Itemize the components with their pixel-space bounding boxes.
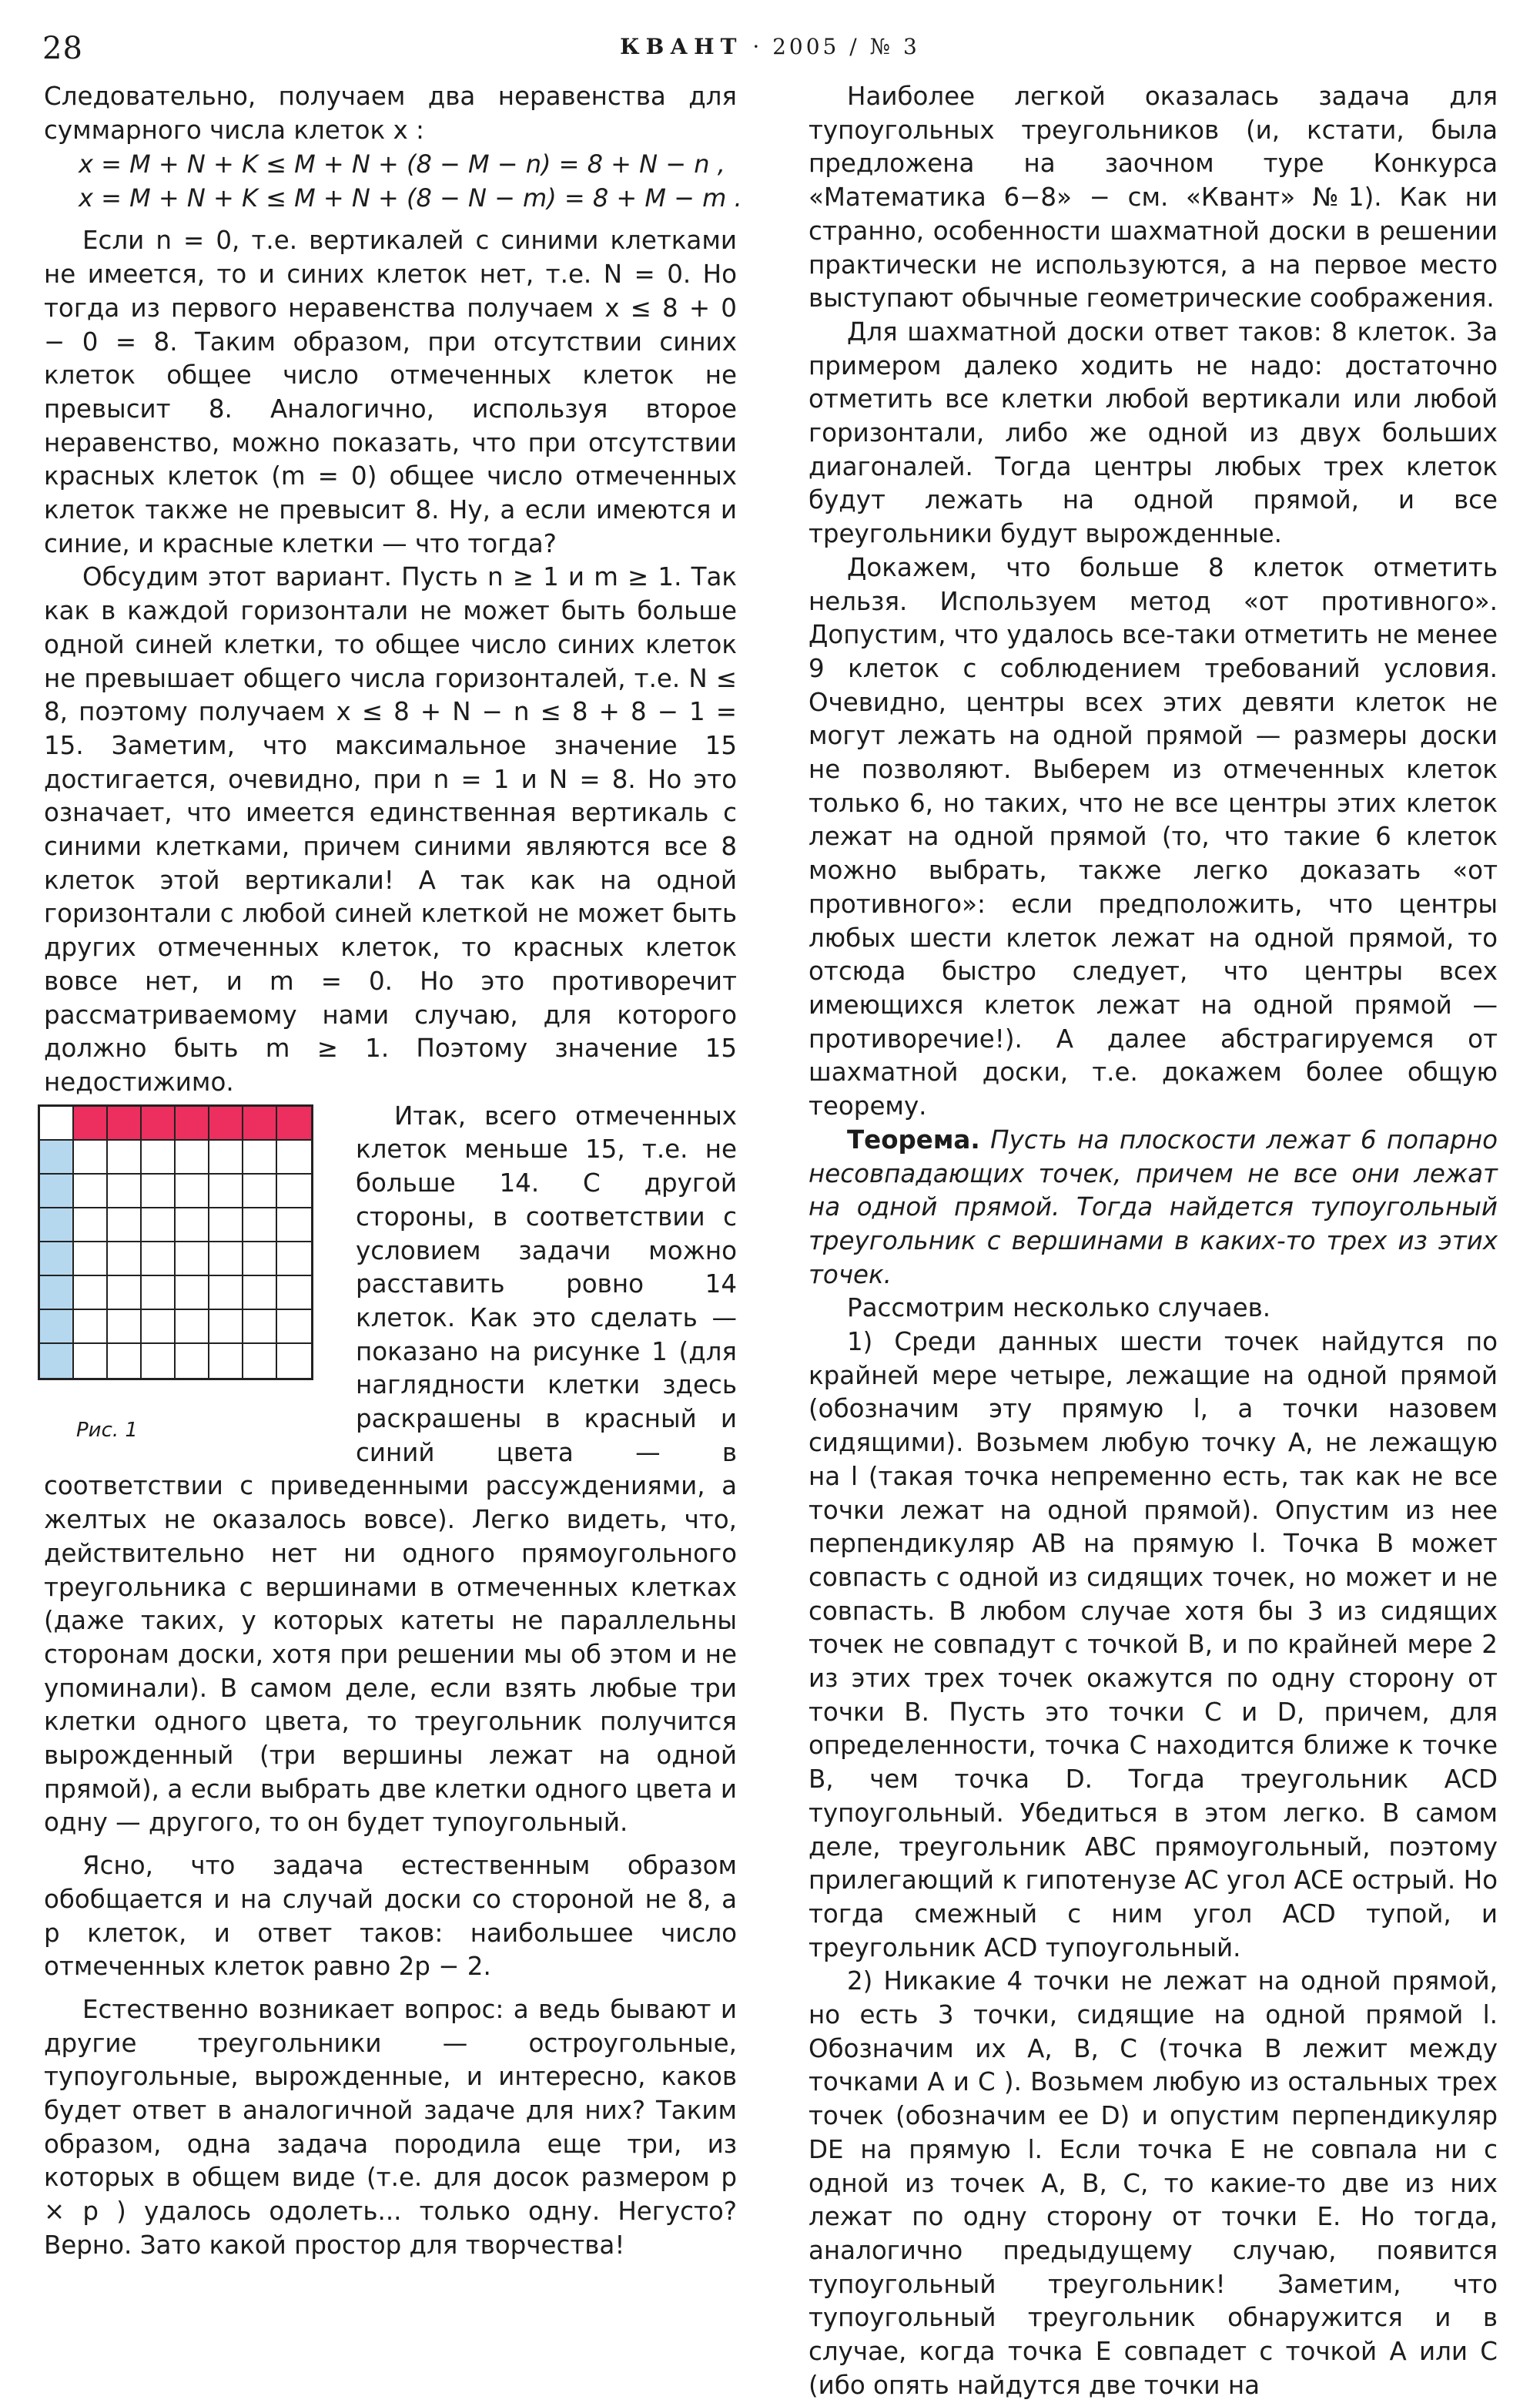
board-cell [176, 1242, 209, 1276]
board-cell [176, 1310, 209, 1344]
paragraph-text: Итак, всего отмеченных клеток меньше 15, т.е. не больше 14. С другой стороны, в соответствии с условием задачи можно расставить ровно 14 клеток. Как это сделать — показано на рисунке 1 (для наглядности клетки здесь раскрашены в красный и синий цвета — в соответствии с приведенными рассуждениями, а желтых не оказалось вовсе). Легко видеть, что, действительно нет ни одного прямоугольного треугольника с вершинами в отмеченных клетках (даже таких, у которых катеты не параллельны сторонам доски, хотя при решении мы об этом и не упоминали). В самом деле, если взять любые три клетки одного цвета, то треугольник получится вырожденный (три вершины лежат на одной прямой), а если выбрать две клетки одного цвета и одну — другого, то он будет тупоугольный. [44, 1101, 737, 1838]
board-cell [108, 1310, 142, 1344]
board-cell [209, 1344, 243, 1378]
board-cell [209, 1141, 243, 1175]
paragraph: Докажем, что больше 8 клеток отметить нельзя. Используем метод «от противного». Допустим, что удалось все-таки отметить не менее 9 клеток с соблюдением требований условия. Очевидно, центры всех этих девяти клеток не могут лежать на одной прямой — размеры доски не позволяют. Выберем из отмеченных клеток только 6, но таких, что не все центры этих клеток лежат на одной прямой (то, что такие 6 клеток можно выбрать, также легко доказать «от противного»: если предположить, что центры любых шести клеток лежат на одной прямой, то отсюда быстро следует, что центры всех имеющихся клеток лежат на одной прямой — противоречие!). А далее абстрагируемся от шахматной доски, т.е. докажем более общую теорему. [808, 552, 1498, 1121]
board-cell [74, 1310, 108, 1344]
board-cell [74, 1175, 108, 1208]
board-cell [277, 1208, 311, 1242]
board-cell-blue [40, 1175, 74, 1208]
board-cell-blue [40, 1208, 74, 1242]
board-cell [209, 1242, 243, 1276]
board-cell [277, 1344, 311, 1378]
paragraph: Обсудим этот вариант. Пусть n ≥ 1 и m ≥ 1. Так как в каждой горизонтали не может быть больше одной синей клетки, то общее число синих клеток не превышает общего числа горизонталей, т.е. N ≤ 8, поэтому получаем x ≤ 8 + N − n ≤ 8 + 8 − 1 = 15. Заметим, что максимальное значение 15 достигается, очевидно, при n = 1 и N = 8. Но это означает, что имеется единственная вертикаль с синими клетками, причем синими являются все 8 клеток этой вертикали! А так как на одной горизонтали с любой синей клеткой не может быть других отмеченных клеток, то красных клеток вовсе нет, и m = 0. Но это противоречит рассматриваемому нами случаю, для которого должно быть m ≥ 1. Поэтому значение 15 недостижимо. [44, 562, 738, 1097]
board-cell [176, 1175, 209, 1208]
board-cell [277, 1310, 311, 1344]
figure-1 [38, 1104, 342, 1455]
board-cell [277, 1175, 311, 1208]
left-column [44, 80, 742, 2263]
board-cell [40, 1107, 74, 1141]
board-cell [142, 1310, 176, 1344]
board-cell [74, 1208, 108, 1242]
board-cell [108, 1141, 142, 1175]
board-cell [209, 1208, 243, 1242]
board-cell [176, 1208, 209, 1242]
board-cell-red [209, 1107, 243, 1141]
board-cell-red [277, 1107, 311, 1141]
chessboard-diagram [38, 1104, 313, 1380]
board-cell [243, 1242, 277, 1276]
theorem-statement: Пусть на плоскости лежат 6 попарно несовпадающих точек, причем не все они лежат на одной прямой. Тогда найдется тупоугольный треугольник с вершинами в каких-то трех из этих точек. [808, 1124, 1498, 1289]
formula-2: x = M + N + K ≤ M + N + (8 − N − m) = 8 + M − m . [79, 183, 742, 213]
paragraph: 1) Среди данных шести точек найдутся по крайней мере четыре, лежащие на одной прямой (обозначим эту прямую l, а точки назовем сидящими). Возьмем любую точку A, не лежащую на l (такая точка непременно есть, так как не все точки лежат на одной прямой). Опустим из нее перпендикуляр AB на прямую l. Точка B может совпасть с одной из сидящих точек, но может и не совпасть. В любом случае хотя бы 3 из сидящих точек не совпадут с точкой B, и по крайней мере 2 из этих трех точек окажутся по одну сторону от точки B. Пусть это точки C и D, причем, для определенности, точка C находится ближе к точке B, чем точка D. Тогда треугольник ACD тупоугольный. Убедиться в этом легко. В самом деле, треугольник ABC прямоугольный, поэтому прилегающий к гипотенузе AC угол ACE острый. Но тогда смежный с ним угол ACD тупой, и треугольник ACD тупоугольный. [808, 1327, 1498, 1962]
board-cell [243, 1344, 277, 1378]
paragraph: Если n = 0, т.е. вертикалей с синими клетками не имеется, то и синих клеток нет, т.е. N = 0. Но тогда из первого неравенства получаем x ≤ 8 + 0 − 0 = 8. Таким образом, при отсутствии синих клеток общее число отмеченных клеток не превысит 8. Аналогично, используя второе неравенство, можно показать, что при отсутствии красных клеток (m = 0) общее число отмеченных клеток также не превысит 8. Ну, а если имеются и синие, и красные клетки — что тогда? [44, 226, 737, 558]
board-cell [243, 1208, 277, 1242]
board-cell-red [176, 1107, 209, 1141]
paragraph: Ясно, что задача естественным образом обобщается и на случай доски со стороной не 8, а p клеток, и ответ таков: наибольшее число отмеченных клеток равно 2p − 2. [44, 1851, 737, 1982]
running-head [0, 34, 1540, 59]
board-cell-blue [40, 1344, 74, 1378]
paragraph: 2) Никакие 4 точки не лежат на одной прямой, но есть 3 точки, сидящие на одной прямой l. Обозначим их A, B, C (точка B лежит между точками A и C ). Возьмем любую из остальных трех точек (обозначим ее D) и опустим перпендикуляр DE на прямую l. Если точка E не совпала ни с одной из точек A, B, C, то какие-то две из них лежат по одну сторону от точки E. Но тогда, аналогично предыдущему случаю, появится тупоугольный треугольник! Заметим, что тупоугольный треугольник обнаружится и в случае, когда точка E совпадет с точкой A или C (ибо опять найдутся две точки на [808, 1966, 1498, 2400]
board-cell-red [142, 1107, 176, 1141]
board-cell [277, 1276, 311, 1310]
board-cell [209, 1276, 243, 1310]
board-cell [108, 1344, 142, 1378]
board-cell [277, 1141, 311, 1175]
board-cell-blue [40, 1242, 74, 1276]
board-cell [243, 1141, 277, 1175]
board-cell [74, 1242, 108, 1276]
issue-number: · 2005 / № 3 [752, 34, 920, 59]
board-cell [277, 1242, 311, 1276]
paragraph: Для шахматной доски ответ таков: 8 клеток. За примером далеко ходить не надо: достаточно отметить все клетки любой вертикали или любой горизонтали, либо же одной из двух больших диагоналей. Тогда центры любых трех клеток будут лежать на одной прямой, и все треугольники будут вырожденные. [808, 317, 1498, 549]
board-cell [243, 1310, 277, 1344]
page-number: 28 [42, 31, 83, 66]
board-cell [176, 1344, 209, 1378]
board-cell [108, 1242, 142, 1276]
board-cell [108, 1208, 142, 1242]
board-cell-blue [40, 1141, 74, 1175]
paragraph: Рассмотрим несколько случаев. [847, 1293, 1271, 1323]
paragraph: Наиболее легкой оказалась задача для тупоугольных треугольников (и, кстати, была предложена на заочном туре Конкурса «Математика 6−8» − см. «Квант» №1). Как ни странно, особенности шахматной доски в решении практически не используются, а на первое место выступают обычные геометрические соображения. [808, 82, 1498, 313]
board-cell-blue [40, 1310, 74, 1344]
board-cell [74, 1141, 108, 1175]
board-cell-red [74, 1107, 108, 1141]
board-cell [209, 1310, 243, 1344]
board-cell [142, 1208, 176, 1242]
board-cell [142, 1242, 176, 1276]
board-cell [108, 1175, 142, 1208]
board-cell [142, 1344, 176, 1378]
board-cell [142, 1175, 176, 1208]
board-cell [176, 1141, 209, 1175]
theorem [808, 1124, 1498, 1292]
board-cell [176, 1276, 209, 1310]
board-cell [74, 1276, 108, 1310]
board-cell [243, 1175, 277, 1208]
paragraph [44, 1100, 737, 1840]
board-cell-red [108, 1107, 142, 1141]
board-cell [142, 1276, 176, 1310]
board-cell-red [243, 1107, 277, 1141]
board-cell [74, 1344, 108, 1378]
board-cell [243, 1276, 277, 1310]
theorem-heading: Теорема. [847, 1124, 980, 1155]
right-column [808, 80, 1498, 2403]
formula-1: x = M + N + K ≤ M + N + (8 − M − n) = 8 + N − n , [79, 149, 725, 179]
board-cell [142, 1141, 176, 1175]
board-cell-blue [40, 1276, 74, 1310]
paragraph: Естественно возникает вопрос: а ведь бывают и другие треугольники — остроугольные, тупоугольные, вырожденные, и интересно, каков будет ответ в аналогичной задаче для них? Таким образом, одна задача породила еще три, из которых в общем виде (т.е. для досок размером p × p ) удалось одолеть... только одну. Негусто? Верно. Зато какой простор для творчества! [44, 1994, 737, 2260]
board-cell [209, 1175, 243, 1208]
figure-caption: Рис. 1 [76, 1418, 138, 1442]
journal-title: КВАНТ [620, 34, 743, 59]
board-cell [108, 1276, 142, 1310]
paragraph: Следовательно, получаем два неравенства для суммарного числа клеток x : [44, 82, 737, 145]
